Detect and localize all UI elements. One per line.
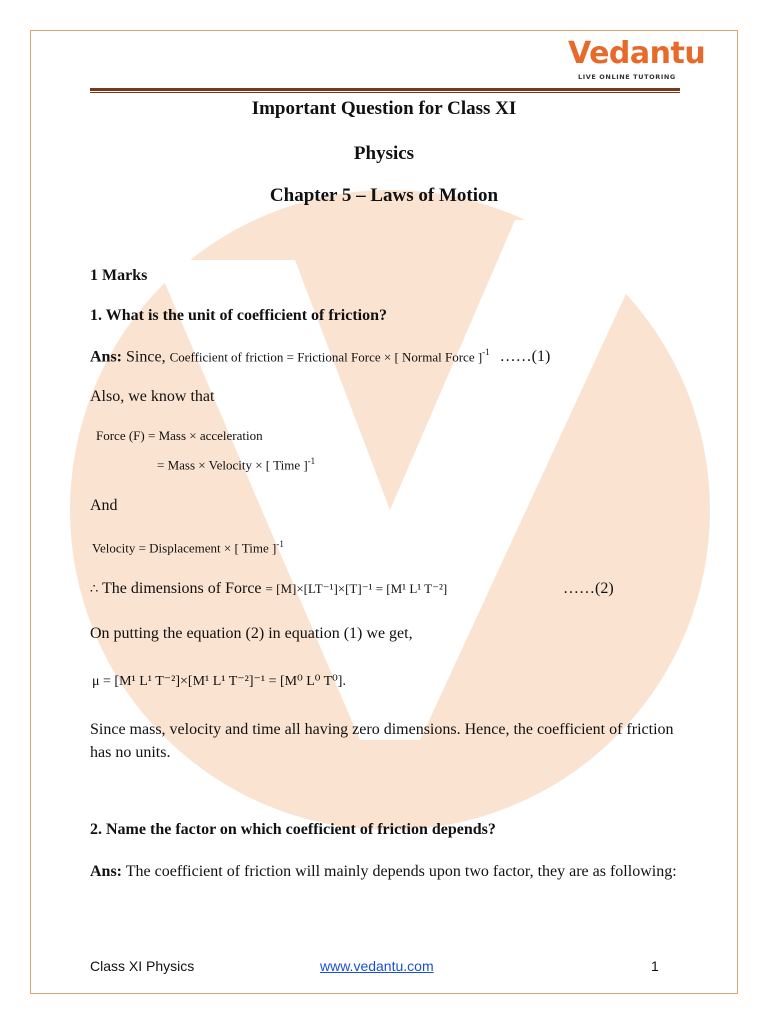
equation-1-number: ……(1)	[499, 348, 551, 366]
subject-title: Physics	[353, 143, 415, 164]
equation-1-exponent: -1	[482, 347, 490, 357]
force-equation-2-exponent: -1	[307, 456, 316, 466]
equation-2-number: ……(2)	[563, 580, 614, 597]
velocity-equation-exponent: -1	[276, 539, 284, 549]
chapter-title: Chapter 5 – Laws of Motion	[269, 185, 499, 206]
footer-left: Class XI Physics	[90, 958, 195, 974]
answer-2-label: Ans:	[90, 863, 123, 880]
force-equation: Force (F) = Mass × acceleration	[96, 428, 263, 443]
conclusion-text: Since mass, velocity and time all having zero dimensions. Hence, the coefficient of friction has no units.	[90, 721, 674, 761]
answer-label: Ans:	[90, 348, 123, 366]
answer-2	[90, 860, 678, 883]
therefore-symbol: ∴	[90, 581, 99, 596]
answer-1-line	[90, 347, 550, 366]
question-2: 2. Name the factor on which coefficient of friction depends?	[90, 821, 496, 838]
force-equation-2	[157, 456, 315, 473]
and-text: And	[90, 497, 118, 514]
velocity-equation	[92, 539, 284, 556]
answer-2-text: The coefficient of friction will mainly depends upon two factor, they are as following:	[125, 863, 677, 880]
velocity-equation-text: Velocity = Displacement × [ Time ]	[92, 540, 277, 556]
answer-since: Since,	[126, 348, 166, 366]
force-equation-2-text: = Mass × Velocity × [ Time ]	[157, 457, 308, 473]
question-1: 1. What is the unit of coefficient of friction?	[90, 307, 387, 324]
document-title: Important Question for Class XI	[251, 98, 517, 119]
page-number: 1	[651, 958, 659, 974]
putting-text: On putting the equation (2) in equation (1) we get,	[90, 625, 413, 642]
mu-equation: μ = [M¹ L¹ T⁻²]×[M¹ L¹ T⁻²]⁻¹ = [M⁰ L⁰ T⁰].	[92, 674, 346, 689]
dimensions-text: The dimensions of Force	[102, 580, 262, 597]
footer-link[interactable]: www.vedantu.com	[320, 958, 434, 974]
section-heading: 1 Marks	[90, 267, 148, 284]
also-text: Also, we know that	[90, 388, 215, 405]
logo-tagline: LIVE ONLINE TUTORING	[578, 73, 676, 81]
dimensions-equation: = [M]×[LT⁻¹]×[T]⁻¹ = [M¹ L¹ T⁻²]	[265, 581, 448, 596]
dimensions-line	[90, 580, 447, 598]
equation-1: Coefficient of friction = Frictional Force × [ Normal Force ]	[169, 349, 483, 365]
logo-wordmark: Vedantu	[568, 36, 706, 71]
